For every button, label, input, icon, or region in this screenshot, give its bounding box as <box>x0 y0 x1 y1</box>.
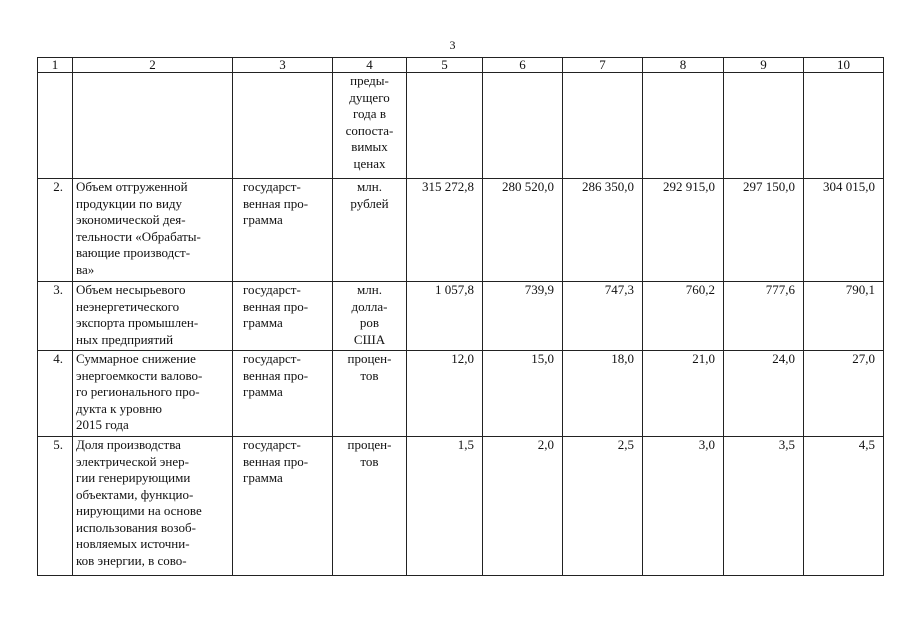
unit-cell: процен- тов <box>333 351 407 437</box>
value-cell: 777,6 <box>724 282 804 351</box>
program-type: государст- венная про- грамма <box>233 179 333 282</box>
column-number: 9 <box>724 58 804 73</box>
value-cell: 315 272,8 <box>407 179 483 282</box>
value-cell: 21,0 <box>643 351 724 437</box>
table-cell <box>563 73 643 179</box>
column-number: 10 <box>804 58 884 73</box>
value-cell: 2,0 <box>483 437 563 576</box>
value-cell: 280 520,0 <box>483 179 563 282</box>
value-cell: 1,5 <box>407 437 483 576</box>
value-cell: 15,0 <box>483 351 563 437</box>
row-number: 5. <box>38 437 73 576</box>
value-cell: 24,0 <box>724 351 804 437</box>
value-cell: 747,3 <box>563 282 643 351</box>
table-row <box>38 351 884 437</box>
value-cell: 739,9 <box>483 282 563 351</box>
column-number: 3 <box>233 58 333 73</box>
value-cell: 304 015,0 <box>804 179 884 282</box>
value-cell: 18,0 <box>563 351 643 437</box>
table-cell <box>38 73 73 179</box>
table-cell <box>73 73 233 179</box>
indicator-name: Объем несырьевого неэнергетического экспорта промышлен- ных предприятий <box>73 282 233 351</box>
value-cell: 2,5 <box>563 437 643 576</box>
value-cell: 292 915,0 <box>643 179 724 282</box>
program-type: государст- венная про- грамма <box>233 351 333 437</box>
table-cell <box>643 73 724 179</box>
value-cell: 790,1 <box>804 282 884 351</box>
unit-cell: млн. долла- ров США <box>333 282 407 351</box>
unit-cell: преды- дущего года в сопоста- вимых ценах <box>333 73 407 179</box>
column-number: 4 <box>333 58 407 73</box>
table-cell <box>407 73 483 179</box>
value-cell: 12,0 <box>407 351 483 437</box>
value-cell: 27,0 <box>804 351 884 437</box>
column-number: 7 <box>563 58 643 73</box>
table-row <box>38 179 884 282</box>
row-number: 3. <box>38 282 73 351</box>
indicator-name: Объем отгруженной продукции по виду экономической дея- тельности «Обрабаты- вающие производст- ва» <box>73 179 233 282</box>
value-cell: 760,2 <box>643 282 724 351</box>
column-number: 2 <box>73 58 233 73</box>
value-cell: 4,5 <box>804 437 884 576</box>
column-number-row <box>38 58 884 73</box>
indicators-table <box>37 57 884 576</box>
program-type: государст- венная про- грамма <box>233 437 333 576</box>
column-number: 8 <box>643 58 724 73</box>
column-number: 1 <box>38 58 73 73</box>
table-cell <box>804 73 884 179</box>
indicator-name: Доля производства электрической энер- гии генерирующими объектами, функцио- нирующими на основе использования возоб- новляемых источни- ков энергии, в сово- <box>73 437 233 576</box>
table-cell <box>724 73 804 179</box>
continuation-row <box>38 73 884 179</box>
table-row <box>38 282 884 351</box>
unit-cell: процен- тов <box>333 437 407 576</box>
value-cell: 1 057,8 <box>407 282 483 351</box>
table-row <box>38 437 884 576</box>
unit-cell: млн. рублей <box>333 179 407 282</box>
value-cell: 3,0 <box>643 437 724 576</box>
value-cell: 297 150,0 <box>724 179 804 282</box>
table-cell <box>483 73 563 179</box>
row-number: 4. <box>38 351 73 437</box>
indicator-name: Суммарное снижение энергоемкости валово- го регионального про- дукта к уровню 2015 года <box>73 351 233 437</box>
table-cell <box>233 73 333 179</box>
column-number: 5 <box>407 58 483 73</box>
value-cell: 286 350,0 <box>563 179 643 282</box>
program-type: государст- венная про- грамма <box>233 282 333 351</box>
value-cell: 3,5 <box>724 437 804 576</box>
row-number: 2. <box>38 179 73 282</box>
page-number: 3 <box>449 38 456 52</box>
column-number: 6 <box>483 58 563 73</box>
